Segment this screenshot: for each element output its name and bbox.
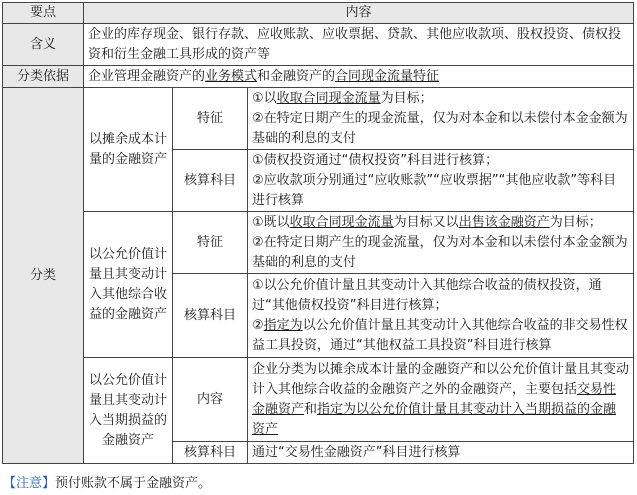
amortized-feature-text: ①以收取合同现金流量为目标； ②在特定日期产生的现金流量，仅为对本金和以未偿付本金金额为基础的利息的支付 [248, 88, 634, 150]
fvtpl-content-text: 企业分类为以摊余成本计量的金融资产和以公允价值计量且其变动计入其他综合收益的金融资产之外的金融资产，主要包括交易性金融资产和指定为以公允价值计量且其变动计入当期损益的金融资产 [248, 358, 634, 442]
fvtpl-category: 以公允价值计量且其变动计入当期损益的金融资产 [84, 358, 173, 464]
fvoci-category: 以公允价值计量且其变动计入其他综合收益的金融资产 [84, 212, 173, 358]
basis-text: 企业管理金融资产的业务模式和金融资产的合同现金流量特征 [84, 66, 634, 88]
fvoci-account-label: 核算科目 [173, 274, 248, 358]
fvoci-account-text: ①以公允价值计量且其变动计入其他综合收益的债权投资，通过“其他债权投资”科目进行核算； ②指定为以公允价值计量且其变动计入其他综合收益的非交易性权益工具投资，通过“其他权益工具投资”科目进行核算 [248, 274, 634, 358]
amortized-cost-category: 以摊余成本计量的金融资产 [84, 88, 173, 212]
header-col-key-point: 要点 [3, 3, 84, 24]
fvoci-feature-text: ①既以收取合同现金流量为目标又以出售该金融资产为目标； ②在特定日期产生的现金流量，仅为对本金和以未偿付本金金额为基础的利息的支付 [248, 212, 634, 274]
amortized-account-label: 核算科目 [173, 150, 248, 212]
fvoci-feature-label: 特征 [173, 212, 248, 274]
fvtpl-account-label: 核算科目 [173, 442, 248, 464]
business-model-underlined: 业务模式 [205, 68, 258, 84]
financial-asset-table [2, 2, 634, 464]
amortized-feature-row [3, 88, 634, 150]
header-col-content: 内容 [84, 3, 634, 24]
basis-label: 分类依据 [3, 66, 84, 88]
table-header-row [3, 3, 634, 24]
amortized-feature-label: 特征 [173, 88, 248, 150]
fvtpl-content-row [3, 358, 634, 442]
fvoci-feature-row [3, 212, 634, 274]
note-tag: 【注意】 [3, 476, 56, 491]
cash-flow-feature-underlined: 合同现金流量特征 [335, 68, 440, 84]
fvtpl-account-text: 通过“交易性金融资产”科目进行核算 [248, 442, 634, 464]
fvtpl-content-label: 内容 [173, 358, 248, 442]
note-line [3, 475, 211, 493]
definition-row [3, 24, 634, 66]
classification-label: 分类 [3, 88, 84, 464]
amortized-account-text: ①债权投资通过“债权投资”科目进行核算； ②应收款项分别通过“应收账款”“应收票据”“其他应收款”等科目进行核算 [248, 150, 634, 212]
definition-text: 企业的库存现金、银行存款、应收账款、应收票据、贷款、其他应收款项、股权投资、债权投资和衍生金融工具形成的资产等 [84, 24, 634, 66]
note-text: 预付账款不属于金融资产。 [55, 476, 212, 491]
basis-row [3, 66, 634, 88]
definition-label: 含义 [3, 24, 84, 66]
